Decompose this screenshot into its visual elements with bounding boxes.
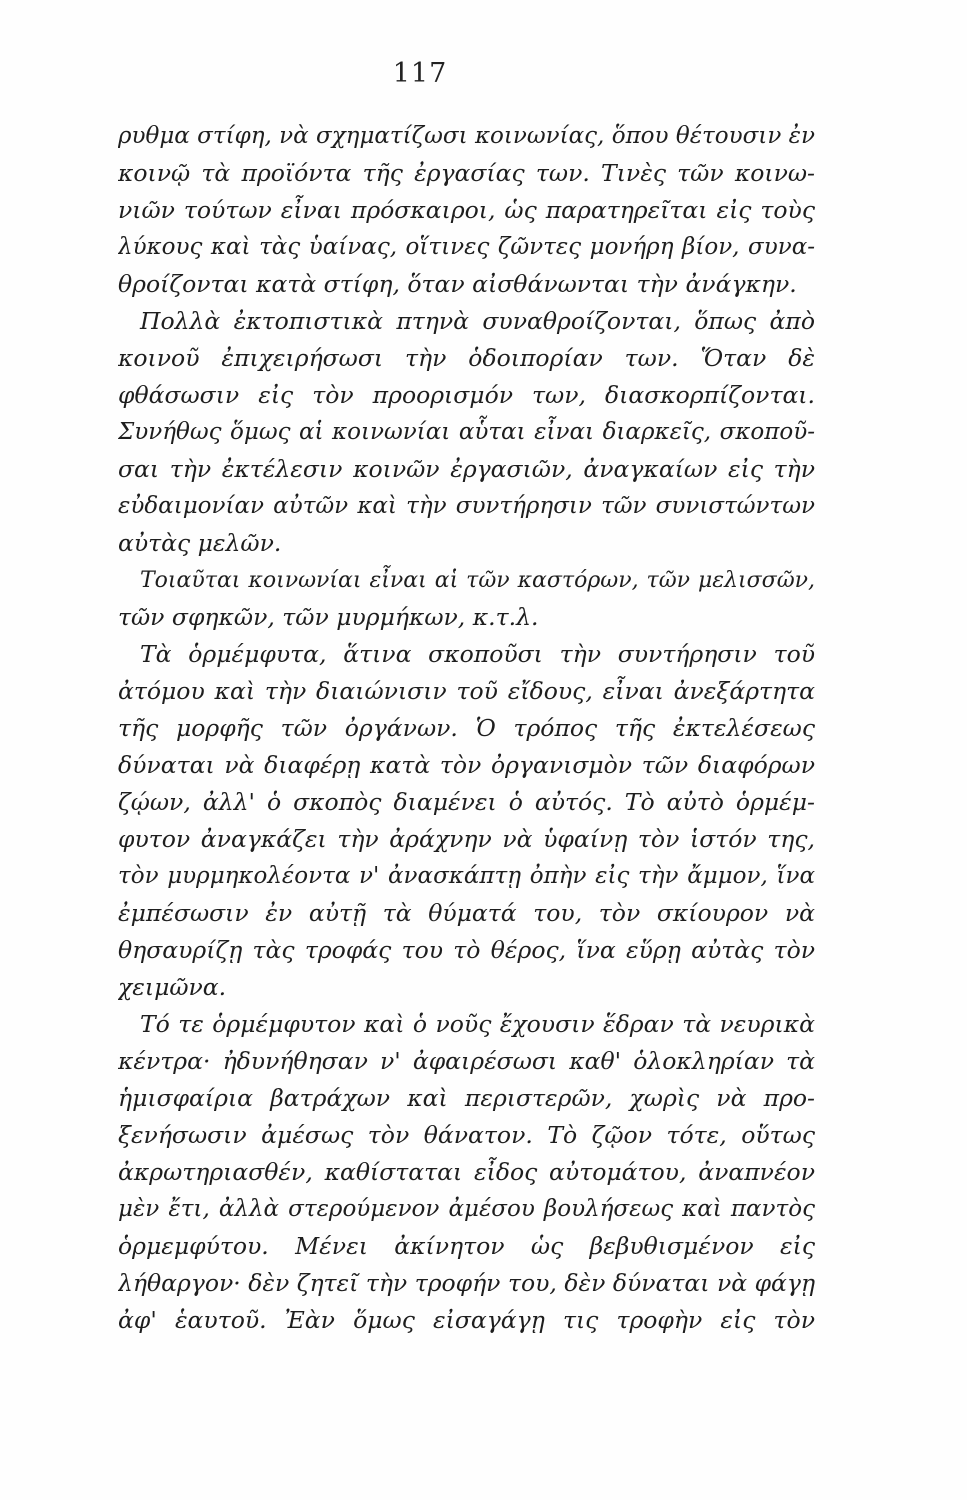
text-line: ἐμπέσωσιν ἐν αὐτῇ τὰ θύματά του, τὸν σκίουρον νὰ [118, 899, 815, 927]
text-line: τὸν μυρμηκολέοντα ν' ἀνασκάπτῃ ὀπὴν εἰς τὴν ἄμμον, ἵνα [118, 863, 815, 889]
text-line: ρυθμα στίφη, νὰ σχηματίζωσι κοινωνίας, ὅπου θέτουσιν ἐν [118, 123, 815, 149]
text-line: δύναται νὰ διαφέρῃ κατὰ τὸν ὀργανισμὸν τῶν διαφόρων [118, 751, 815, 779]
text-line: Τὰ ὁρμέμφυτα, ἅτινα σκοποῦσι τὴν συντήρησιν τοῦ [140, 640, 815, 668]
text-line: φυτον ἀναγκάζει τὴν ἀράχνην νὰ ὑφαίνῃ τὸν ἱστόν της, [118, 825, 815, 853]
text-line: λύκους καὶ τὰς ὑαίνας, οἵτινες ζῶντες μονήρη βίον, συνα- [118, 234, 815, 260]
text-line: κοινοῦ ἐπιχειρήσωσι τὴν ὁδοιπορίαν των. Ὅταν δὲ [118, 344, 815, 372]
text-line: αὐτὰς μελῶν. [118, 529, 282, 557]
text-line: ζῴων, ἀλλ' ὁ σκοπὸς διαμένει ὁ αὐτός. Τὸ αὐτὸ ὁρμέμ- [118, 788, 815, 816]
text-line: ξενήσωσιν ἀμέσως τὸν θάνατον. Τὸ ζῷον τότε, οὕτως [118, 1121, 815, 1149]
text-line: εὐδαιμονίαν αὐτῶν καὶ τὴν συντήρησιν τῶν συνιστώντων [118, 493, 815, 519]
page-number: 117 [392, 58, 448, 89]
text-line: τῶν σφηκῶν, τῶν μυρμήκων, κ.τ.λ. [118, 603, 539, 631]
text-line: Τοιαῦται κοινωνίαι εἶναι αἱ τῶν καστόρων, τῶν μελισσῶν, [140, 568, 815, 593]
text-line: νιῶν τούτων εἶναι πρόσκαιροι, ὡς παρατηρεῖται εἰς τοὺς [118, 196, 815, 224]
text-line: Πολλὰ ἐκτοπιστικὰ πτηνὰ συναθροίζονται, ὅπως ἀπὸ [140, 307, 815, 335]
text-line: Συνήθως ὅμως αἱ κοινωνίαι αὗται εἶναι διαρκεῖς, σκοποῦ- [118, 419, 815, 445]
text-line: Τό τε ὁρμέμφυτον καὶ ὁ νοῦς ἔχουσιν ἕδραν τὰ νευρικὰ [140, 1010, 815, 1038]
text-line: φθάσωσιν εἰς τὸν προορισμόν των, διασκορπίζονται. [118, 381, 815, 409]
text-line: τῆς μορφῆς τῶν ὀργάνων. Ὁ τρόπος τῆς ἐκτελέσεως [118, 714, 815, 742]
text-line: μὲν ἔτι, ἀλλὰ στερούμενον ἀμέσου βουλήσεως καὶ παντὸς [118, 1196, 815, 1222]
text-line: κοινῷ τὰ προϊόντα τῆς ἐργασίας των. Τινὲς τῶν κοινω- [118, 159, 815, 187]
text-line: λήθαργον· δὲν ζητεῖ τὴν τροφήν του, δὲν δύναται νὰ φάγῃ [118, 1269, 815, 1297]
text-line: θησαυρίζῃ τὰς τροφάς του τὸ θέρος, ἵνα εὕρῃ αὐτὰς τὸν [118, 936, 815, 964]
text-line: ἀκρωτηριασθέν, καθίσταται εἶδος αὐτομάτου, ἀναπνέον [118, 1158, 815, 1186]
text-line: ὁρμεμφύτου. Μένει ἀκίνητον ὡς βεβυθισμένον εἰς [118, 1232, 815, 1260]
text-line: ἡμισφαίρια βατράχων καὶ περιστερῶν, χωρὶς νὰ προ- [118, 1084, 815, 1112]
text-line: χειμῶνα. [118, 973, 227, 1001]
text-line: ἀτόμου καὶ τὴν διαιώνισιν τοῦ εἴδους, εἶναι ἀνεξάρτητα [118, 677, 815, 705]
text-line: κέντρα· ἠδυνήθησαν ν' ἀφαιρέσωσι καθ' ὁλοκληρίαν τὰ [118, 1047, 815, 1075]
body-text [118, 118, 815, 1339]
text-line: ἀφ' ἑαυτοῦ. Ἐὰν ὅμως εἰσαγάγῃ τις τροφὴν εἰς τὸν [118, 1306, 815, 1334]
text-line: σαι τὴν ἐκτέλεσιν κοινῶν ἐργασιῶν, ἀναγκαίων εἰς τὴν [118, 455, 815, 483]
text-line: θροίζονται κατὰ στίφη, ὅταν αἰσθάνωνται τὴν ἀνάγκην. [118, 270, 797, 298]
